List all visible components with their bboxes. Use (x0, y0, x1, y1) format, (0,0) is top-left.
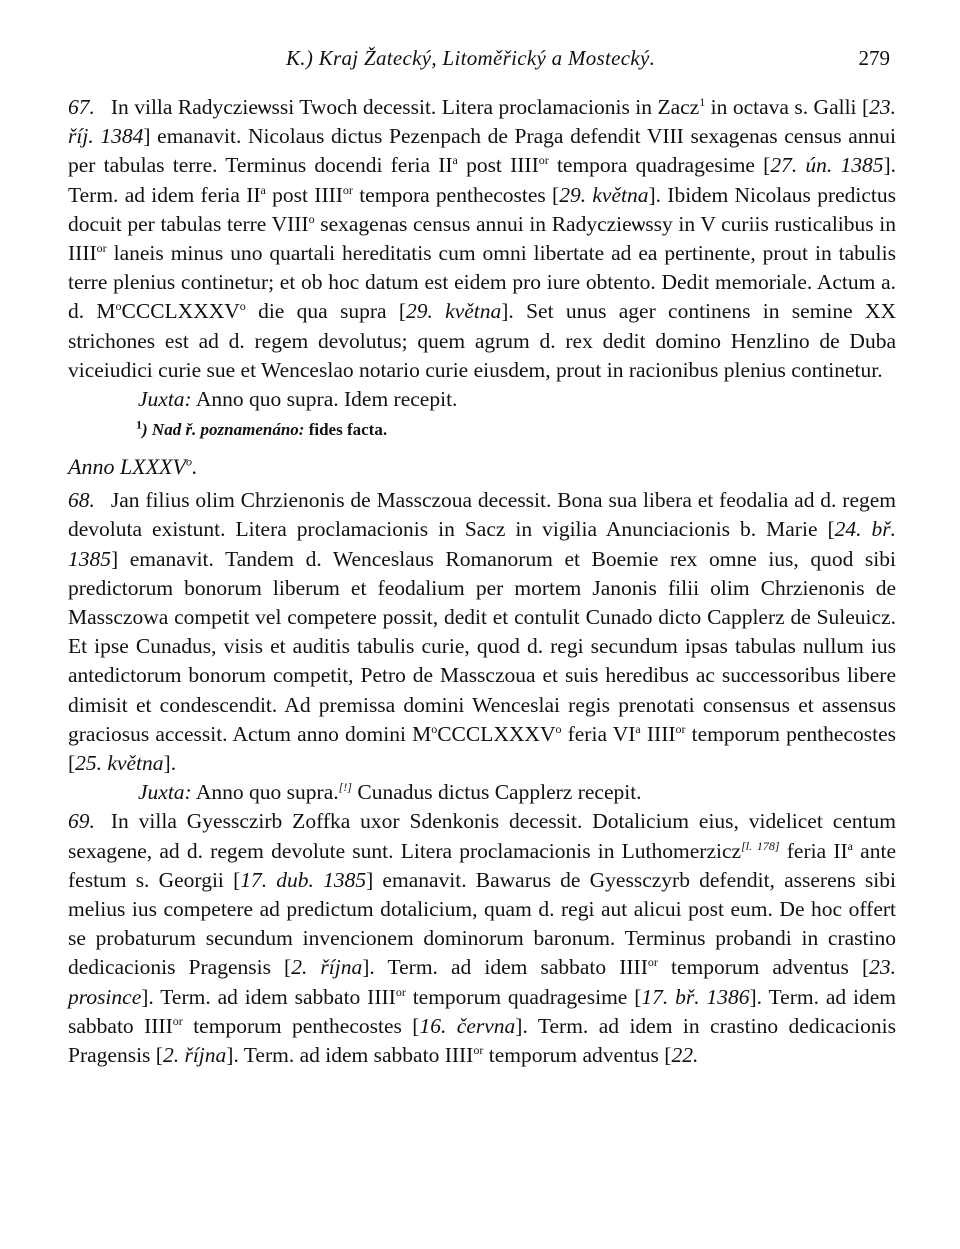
entry-69: 69. In villa Gyessczirb Zoffka uxor Sdenkonis decessit. Dotalicium eius, videlicet centum sexagene, ad d. regem devolute sunt. Litera proclamacionis in Luthomerzicz[l. 178] feria $II^a$ ante festum s. Georgii [17. dub. 1385] emanavit. Bawarus de Gyessczyrb defendit, asserens sibi melius ius competere ad predictum dotalicium, quam d. regi aut alicui post eum. De hoc offert se probaturum secundum invencionem dominorum baronum. Terminus probandi in crastino dedicacionis Pragensis [2. října]. Term. ad idem sabbato $IIII^{or}$ temporum adventus [23. prosince]. Term. ad idem sabbato $IIII^{or}$ temporum quadragesime [17. bř. 1386]. Term. ad idem sabbato $IIII^{or}$ temporum penthecostes [16. června]. Term. ad idem in crastino dedicacionis Pragensis [2. října]. Term. ad idem sabbato $IIII^{or}$ temporum adventus [22. (68, 809, 896, 1068)
running-title: K.) Kraj Žatecký, Litoměřický a Mostecký. (286, 46, 656, 70)
date-note: 23. říj. 1384 (68, 95, 897, 149)
entry-number: 68. (68, 488, 95, 513)
running-head (68, 40, 898, 80)
date-note: 2. října (162, 1043, 227, 1068)
date-note: 29. května (559, 182, 649, 207)
date-note: 17. bř. 1386 (641, 984, 750, 1009)
date-note: 17. dub. 1385 (240, 867, 367, 892)
footnote: $^1$) Nad ř. poznamenáno: fides facta. (136, 417, 388, 440)
date-note: 25. května (75, 751, 164, 776)
footnote-ref: 1 (699, 94, 706, 109)
year-heading: Anno LXXXV$^o$. (68, 454, 198, 480)
date-note: 23. prosince (68, 955, 896, 1009)
entry-67: 67. In villa Radyczieѡssi Twoch decessit. Litera proclamacionis in Zacz$^1$ in octava s. Galli [23. říj. 1384] emanavit. Nicolaus dictus Pezenpach de Praga defendit VIII sexagenas census annui per tabulas terre. Terminus docendi feria $II^a$ post $IIII^{or}$ tempora quadragesime [27. ún. 1385]. Term. ad idem feria $II^a$ post $IIII^{or}$ tempora penthecostes [29. května]. Ibidem Nicolaus predictus docuit per tabulas terre VIII$^o$ sexagenas census annui in Radyczieѡssy in V curiis rusticalibus in $IIII^{or}$ laneis minus uno quartali hereditatis cum omni libertate ad ea pertinente, prout in tabulis terre plenius continetur; et ob hoc datum est eidem pro iure obtento. Dedit memoriale. Actum a. d. $M^oCCCLXXXV^o$ die qua supra [29. května]. Set unus ager continens in semine XX strichones est ad d. regem devolutus; quem agrum d. rex dedit domino Henzlino de Duba viceiudici curie sue et Wenceslao notario curie eiusdem, prout in racionibus plenius continetur. (68, 94, 897, 382)
sic-mark: [!] (338, 780, 352, 795)
juxta-line: Juxta: Anno quo supra.[!] Cunadus dictus Capplerz recepit. (138, 780, 642, 805)
entry-number: 67. (68, 95, 95, 119)
entry-68: 68. Jan filius olim Chrzienonis de Massczoua decessit. Bona sua libera et feodalia ad d. regem devoluta existunt. Litera proclamacionis in Sacz in vigilia Anunciacionis b. Marie [24. bř. 1385] emanavit. Tandem d. Wenceslaus Romanorum et Boemie rex omne ius, quod sibi predictorum bonorum liberum et feodalium per mortem Janonis filii olim Chrzienonis de Massczowa competit vel competere possit, dedit et contulit Cunado dicto Capplerz de Suleuicz. Et ipse Cunadus, visis et auditis tabulis curie, quod d. regi secundum ipsas tabulas nullum ius antedictorum bonorum competit, Petro de Massczoua et suis heredibus ac successoribus libere dimisit et condescendit. Ad premissa domini Wenceslai regis prenotati consensus et assensus graciosus accessit. Actum anno domini $M^oCCCLXXXV^o$ feria $VI^a$ $IIII^{or}$ temporum penthecostes [25. května]. (68, 488, 896, 776)
folio-ref: [l. 178] (741, 838, 780, 853)
date-note: 29. května (406, 299, 502, 324)
date-note: 16. června (419, 1013, 516, 1038)
date-note: 2. října (291, 955, 363, 980)
main-text (68, 93, 896, 1070)
date-note: 24. bř. 1385 (68, 517, 896, 571)
date-note: 27. ún. 1385 (770, 153, 884, 178)
date-note: 22. (671, 1043, 699, 1068)
juxta-line: Juxta: Anno quo supra. Idem recepit. (138, 387, 458, 412)
entry-number: 69. (68, 809, 95, 834)
page-number: 279 (858, 46, 890, 70)
